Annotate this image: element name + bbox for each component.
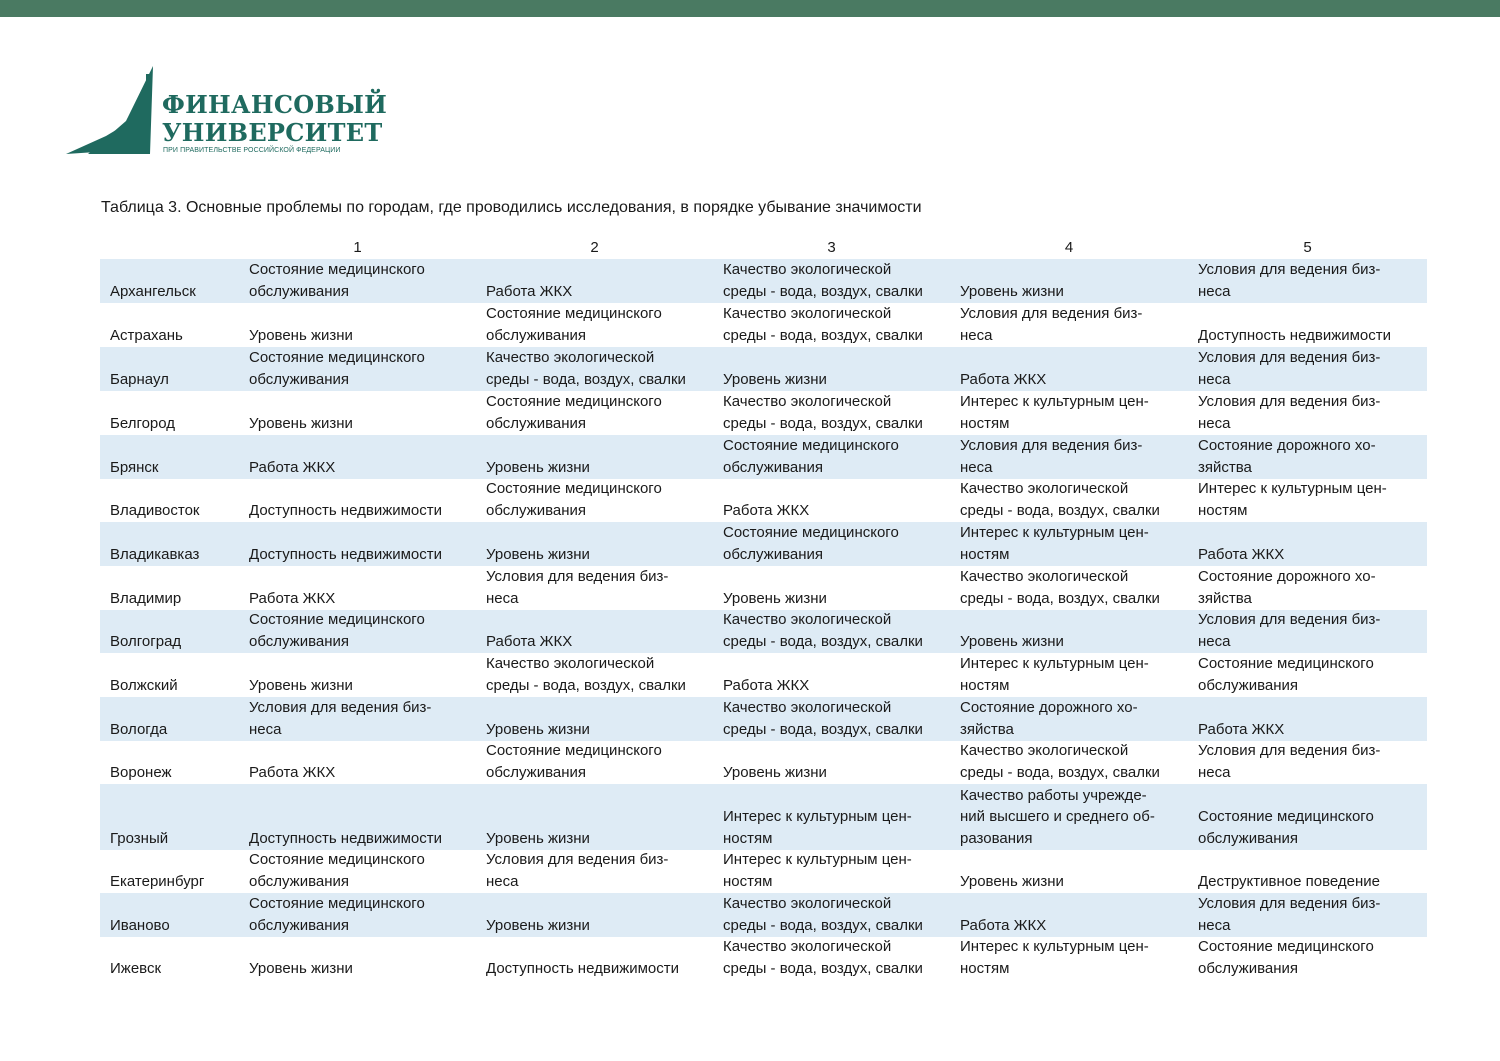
problem-cell-rank-5: Состояние дорожного хо- зяйства — [1198, 437, 1376, 477]
problem-cell-rank-5: Работа ЖКХ — [1198, 546, 1285, 564]
city-cell: Владивосток — [110, 502, 200, 520]
city-cell: Владимир — [110, 590, 182, 608]
header-cell-3: 3 — [827, 239, 836, 256]
table-row — [100, 937, 1427, 980]
problem-cell-rank-3: Качество экологической среды - вода, воздух, свалки — [723, 895, 923, 935]
problem-cell-rank-2: Уровень жизни — [486, 546, 590, 564]
table-row — [100, 697, 1427, 741]
city-cell: Барнаул — [110, 371, 169, 389]
problem-cell-rank-3: Качество экологической среды - вода, воздух, свалки — [723, 261, 923, 301]
city-cell: Вологда — [110, 721, 168, 739]
problem-cell-rank-5: Условия для ведения биз- неса — [1198, 742, 1381, 782]
problem-cell-rank-1: Состояние медицинского обслуживания — [249, 611, 425, 651]
problem-cell-rank-1: Состояние медицинского обслуживания — [249, 349, 425, 389]
problem-cell-rank-1: Работа ЖКХ — [249, 590, 336, 608]
problem-cell-rank-2: Состояние медицинского обслуживания — [486, 480, 662, 520]
table-row — [100, 741, 1427, 784]
problem-cell-rank-3: Уровень жизни — [723, 764, 827, 782]
table-row — [100, 522, 1427, 566]
problem-cell-rank-1: Состояние медицинского обслуживания — [249, 261, 425, 301]
problem-cell-rank-3: Уровень жизни — [723, 371, 827, 389]
sail-logo-icon — [66, 66, 162, 156]
problem-cell-rank-4: Качество работы учрежде- ний высшего и среднего об- разования — [960, 786, 1155, 848]
problem-cell-rank-4: Интерес к культурным цен- ностям — [960, 655, 1149, 695]
problem-cell-rank-2: Уровень жизни — [486, 917, 590, 935]
problem-cell-rank-2: Уровень жизни — [486, 721, 590, 739]
city-cell: Грозный — [110, 830, 169, 848]
problem-cell-rank-4: Качество экологической среды - вода, воздух, свалки — [960, 742, 1160, 782]
problem-cell-rank-1: Работа ЖКХ — [249, 764, 336, 782]
logo-text-line2: УНИВЕРСИТЕТ — [162, 118, 383, 147]
problem-cell-rank-3: Качество экологической среды - вода, воздух, свалки — [723, 393, 923, 433]
problem-cell-rank-5: Состояние дорожного хо- зяйства — [1198, 568, 1376, 608]
problem-cell-rank-2: Состояние медицинского обслуживания — [486, 305, 662, 345]
logo-subtitle: ПРИ ПРАВИТЕЛЬСТВЕ РОССИЙСКОЙ ФЕДЕРАЦИИ — [163, 147, 341, 154]
city-cell: Брянск — [110, 459, 159, 477]
problem-cell-rank-4: Работа ЖКХ — [960, 917, 1047, 935]
problem-cell-rank-1: Работа ЖКХ — [249, 459, 336, 477]
city-cell: Иваново — [110, 917, 170, 935]
problem-cell-rank-4: Условия для ведения биз- неса — [960, 437, 1143, 477]
city-cell: Екатеринбург — [110, 873, 205, 891]
problem-cell-rank-2: Качество экологической среды - вода, воздух, свалки — [486, 349, 686, 389]
problem-cell-rank-5: Условия для ведения биз- неса — [1198, 349, 1381, 389]
problem-cell-rank-5: Состояние медицинского обслуживания — [1198, 808, 1374, 848]
city-cell: Ижевск — [110, 960, 162, 978]
table-row — [100, 893, 1427, 937]
problem-cell-rank-1: Доступность недвижимости — [249, 546, 443, 564]
problem-cell-rank-3: Работа ЖКХ — [723, 502, 810, 520]
problem-cell-rank-2: Состояние медицинского обслуживания — [486, 393, 662, 433]
table-row — [100, 435, 1427, 479]
problem-cell-rank-2: Работа ЖКХ — [486, 633, 573, 651]
table-row — [100, 566, 1427, 610]
problem-cell-rank-4: Интерес к культурным цен- ностям — [960, 524, 1149, 564]
problem-cell-rank-1: Доступность недвижимости — [249, 830, 443, 848]
problem-cell-rank-1: Условия для ведения биз- неса — [249, 699, 432, 739]
problem-cell-rank-3: Работа ЖКХ — [723, 677, 810, 695]
problem-cell-rank-4: Качество экологической среды - вода, воздух, свалки — [960, 480, 1160, 520]
problem-cell-rank-3: Состояние медицинского обслуживания — [723, 437, 899, 477]
problem-cell-rank-5: Условия для ведения биз- неса — [1198, 611, 1381, 651]
table-row — [100, 303, 1427, 347]
problem-cell-rank-1: Уровень жизни — [249, 327, 353, 345]
problem-cell-rank-5: Условия для ведения биз- неса — [1198, 393, 1381, 433]
table-row — [100, 259, 1427, 303]
problem-cell-rank-2: Уровень жизни — [486, 830, 590, 848]
table-caption: Таблица 3. Основные проблемы по городам, где проводились исследования, в порядке убывание значимости — [101, 199, 922, 216]
problems-table — [100, 237, 1427, 980]
problem-cell-rank-4: Условия для ведения биз- неса — [960, 305, 1143, 345]
header-cell-2: 2 — [590, 239, 599, 256]
table-row — [100, 850, 1427, 893]
problem-cell-rank-5: Доступность недвижимости — [1198, 327, 1392, 345]
header-cell-4: 4 — [1064, 239, 1074, 256]
problem-cell-rank-3: Качество экологической среды - вода, воздух, свалки — [723, 305, 923, 345]
problem-cell-rank-4: Уровень жизни — [960, 283, 1064, 301]
problem-cell-rank-3: Качество экологической среды - вода, воздух, свалки — [723, 699, 923, 739]
problem-cell-rank-3: Уровень жизни — [723, 590, 827, 608]
problem-cell-rank-1: Уровень жизни — [249, 960, 353, 978]
problem-cell-rank-2: Качество экологической среды - вода, воздух, свалки — [486, 655, 686, 695]
problem-cell-rank-4: Интерес к культурным цен- ностям — [960, 938, 1149, 978]
problem-cell-rank-4: Качество экологической среды - вода, воздух, свалки — [960, 568, 1160, 608]
problem-cell-rank-2: Работа ЖКХ — [486, 283, 573, 301]
city-cell: Астрахань — [110, 327, 183, 345]
problem-cell-rank-5: Условия для ведения биз- неса — [1198, 261, 1381, 301]
city-cell: Владикавказ — [110, 546, 200, 564]
problem-cell-rank-5: Работа ЖКХ — [1198, 721, 1285, 739]
problem-cell-rank-2: Условия для ведения биз- неса — [486, 568, 669, 608]
problem-cell-rank-5: Состояние медицинского обслуживания — [1198, 938, 1374, 978]
city-cell: Волжский — [110, 677, 178, 695]
city-cell: Волгоград — [110, 633, 182, 651]
table-row — [100, 347, 1427, 391]
top-accent-bar — [0, 0, 1500, 17]
problem-cell-rank-3: Интерес к культурным цен- ностям — [723, 808, 912, 848]
university-logo — [66, 66, 388, 158]
problem-cell-rank-1: Состояние медицинского обслуживания — [249, 895, 425, 935]
problem-cell-rank-5: Состояние медицинского обслуживания — [1198, 655, 1374, 695]
city-cell: Белгород — [110, 415, 176, 433]
logo-text-line1: ФИНАНСОВЫЙ — [162, 90, 388, 119]
table-body — [100, 259, 1427, 980]
problem-cell-rank-1: Состояние медицинского обслуживания — [249, 851, 425, 891]
problem-cell-rank-4: Уровень жизни — [960, 873, 1064, 891]
table-row — [100, 784, 1427, 850]
problem-cell-rank-5: Интерес к культурным цен- ностям — [1198, 480, 1387, 520]
problem-cell-rank-5: Деструктивное поведение — [1198, 873, 1381, 891]
city-cell: Архангельск — [110, 283, 196, 301]
header-cell-1: 1 — [353, 239, 362, 256]
problem-cell-rank-1: Уровень жизни — [249, 415, 353, 433]
problem-cell-rank-2: Состояние медицинского обслуживания — [486, 742, 662, 782]
problem-cell-rank-4: Уровень жизни — [960, 633, 1064, 651]
problem-cell-rank-4: Состояние дорожного хо- зяйства — [960, 699, 1138, 739]
table-header-row — [100, 237, 1427, 259]
table-row — [100, 479, 1427, 522]
problem-cell-rank-5: Условия для ведения биз- неса — [1198, 895, 1381, 935]
problem-cell-rank-2: Доступность недвижимости — [486, 960, 680, 978]
problem-cell-rank-2: Условия для ведения биз- неса — [486, 851, 669, 891]
table-row — [100, 610, 1427, 653]
problem-cell-rank-1: Доступность недвижимости — [249, 502, 443, 520]
table-row — [100, 653, 1427, 697]
header-cell-city — [100, 237, 239, 259]
problem-cell-rank-3: Состояние медицинского обслуживания — [723, 524, 899, 564]
problem-cell-rank-2: Уровень жизни — [486, 459, 590, 477]
problem-cell-rank-3: Качество экологической среды - вода, воздух, свалки — [723, 938, 923, 978]
problem-cell-rank-4: Работа ЖКХ — [960, 371, 1047, 389]
problem-cell-rank-3: Интерес к культурным цен- ностям — [723, 851, 912, 891]
header-cell-5: 5 — [1303, 239, 1312, 256]
problem-cell-rank-4: Интерес к культурным цен- ностям — [960, 393, 1149, 433]
problem-cell-rank-1: Уровень жизни — [249, 677, 353, 695]
city-cell: Воронеж — [110, 764, 172, 782]
problem-cell-rank-3: Качество экологической среды - вода, воздух, свалки — [723, 611, 923, 651]
table-row — [100, 391, 1427, 435]
